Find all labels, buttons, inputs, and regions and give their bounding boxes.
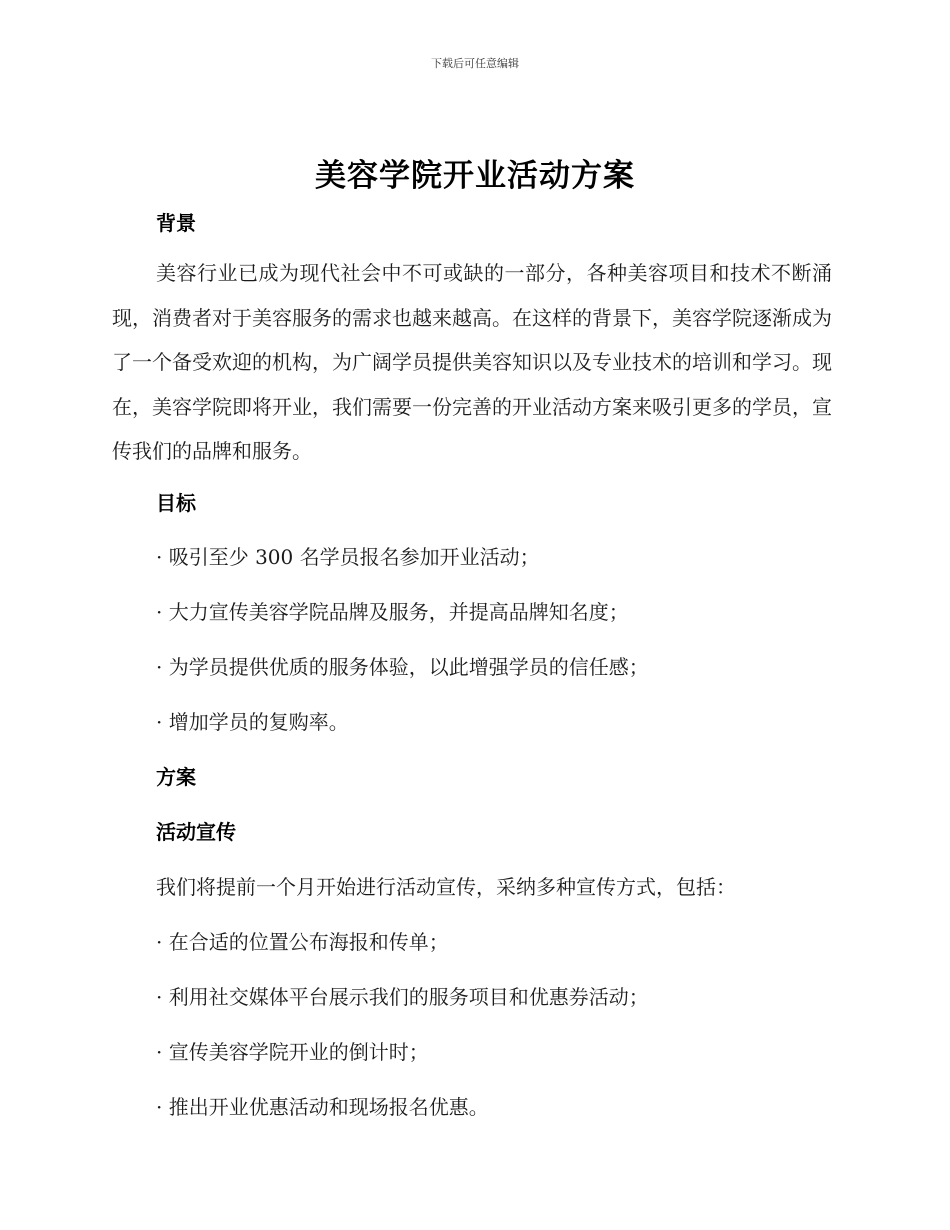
- promotion-intro: 我们将提前一个月开始进行活动宣传，采纳多种宣传方式，包括：: [156, 875, 736, 899]
- goal-item: · 增加学员的复购率。: [156, 710, 349, 734]
- document-title: 美容学院开业活动方案: [315, 158, 635, 194]
- background-paragraph: 美容行业已成为现代社会中不可或缺的一部分，各种美容项目和技术不断涌现，消费者对于美容服务的需求也越来越高。在这样的背景下，美容学院逐渐成为了一个备受欢迎的机构，为广阔学员提供美容知识以及专业技术的培训和学习。现在，美容学院即将开业，我们需要一份完善的开业活动方案来吸引更多的学员，宣传我们的品牌和服务。: [112, 261, 832, 463]
- promotion-item: · 在合适的位置公布海报和传单；: [156, 930, 449, 954]
- promotion-item: · 宣传美容学院开业的倒计时；: [156, 1040, 429, 1064]
- goal-item: · 大力宣传美容学院品牌及服务，并提高品牌知名度；: [156, 600, 629, 624]
- heading-background: 背景: [156, 211, 196, 235]
- promotion-item: · 推出开业优惠活动和现场报名优惠。: [156, 1095, 489, 1119]
- heading-plan: 方案: [156, 765, 196, 789]
- heading-promotion: 活动宣传: [156, 820, 236, 844]
- promotion-item: · 利用社交媒体平台展示我们的服务项目和优惠券活动；: [156, 985, 649, 1009]
- goal-item: · 为学员提供优质的服务体验，以此增强学员的信任感；: [156, 655, 649, 679]
- heading-goals: 目标: [156, 491, 196, 515]
- goal-item: · 吸引至少 300 名学员报名参加开业活动；: [156, 545, 540, 569]
- header-note: 下载后可任意编辑: [431, 57, 519, 70]
